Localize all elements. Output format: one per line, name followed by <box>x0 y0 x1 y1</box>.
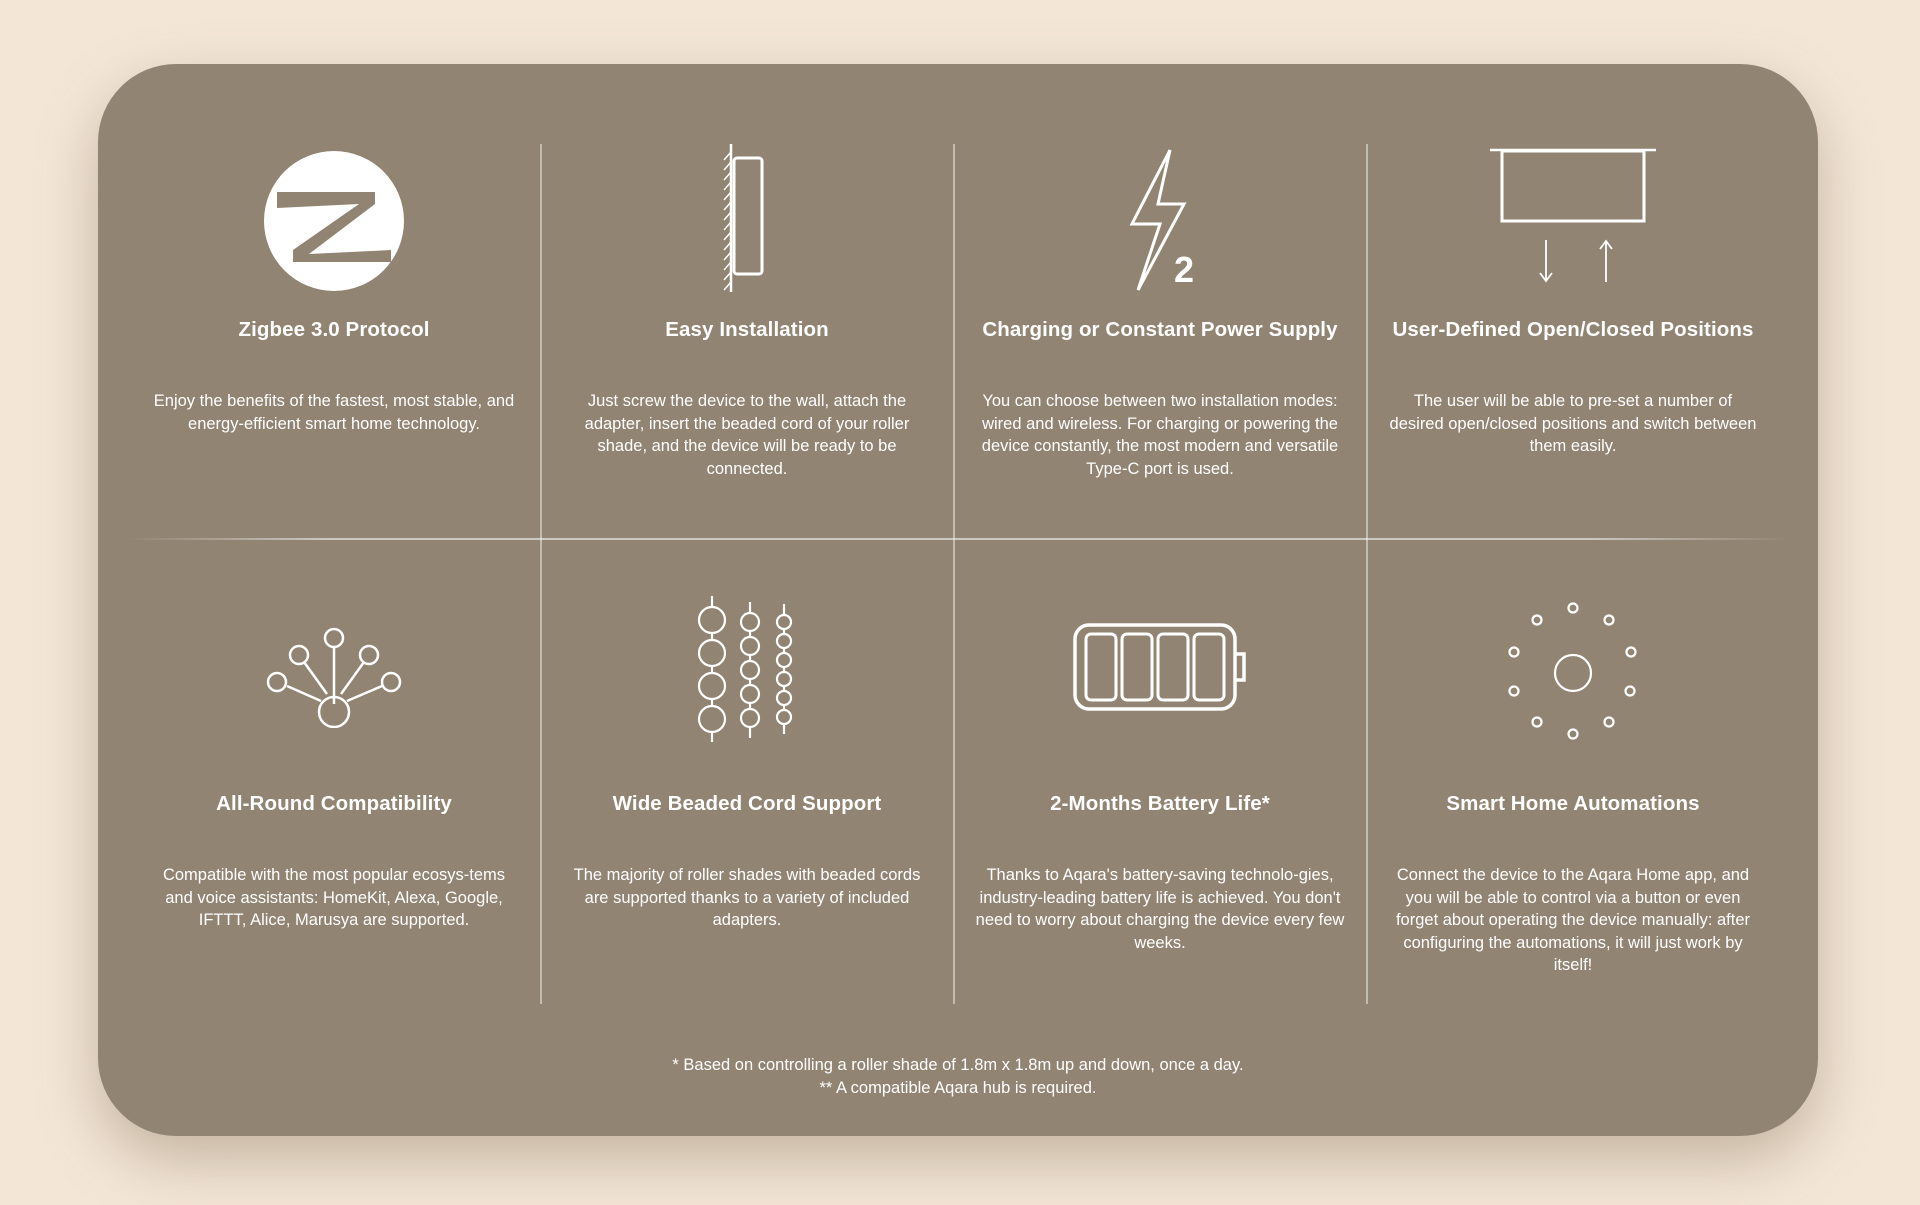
lightning-icon <box>954 146 1366 326</box>
wall-mount-icon <box>541 138 953 318</box>
automation-dots-icon <box>1367 598 1779 778</box>
feature-title: Smart Home Automations <box>1446 792 1700 815</box>
feature-title: All-Round Compatibility <box>216 792 452 815</box>
battery-icon <box>954 618 1366 798</box>
footnote-hub: ** A compatible Aqara hub is required. <box>819 1078 1097 1097</box>
features-card <box>98 64 1818 1136</box>
zigbee-logo-icon <box>128 146 540 326</box>
footnote-battery: * Based on controlling a roller shade of 1.8m x 1.8m up and down, once a day. <box>672 1056 1244 1074</box>
feature-title: Zigbee 3.0 Protocol <box>238 318 430 341</box>
feature-description: Thanks to Aqara's battery-saving technolo-gies, industry-leading battery life is achieved. You don't need to worry about charging the device every few weeks. <box>975 866 1345 952</box>
lightning-icon-label: 2 <box>1174 249 1195 290</box>
feature-description: Enjoy the benefits of the fastest, most stable, and energy-efficient smart home technology. <box>153 392 515 433</box>
feature-description: Just screw the device to the wall, attach the adapter, insert the beaded cord of your roller shade, and the device will be ready to be connected. <box>584 392 910 478</box>
feature-description: The majority of roller shades with beaded cords are supported thanks to a variety of included adapters. <box>573 866 921 929</box>
beaded-cords-icon <box>541 588 953 768</box>
row-divider <box>128 538 1788 540</box>
feature-description: The user will be able to pre-set a number of desired open/closed positions and switch between them easily. <box>1389 392 1757 455</box>
feature-title: Wide Beaded Cord Support <box>612 792 882 815</box>
feature-title: 2-Months Battery Life* <box>1050 792 1270 815</box>
shade-position-icon <box>1367 146 1779 326</box>
feature-description: Connect the device to the Aqara Home app, and you will be able to control via a button or even forget about operating the device manually: after configuring the automations, it will just work by itself! <box>1395 866 1751 974</box>
feature-title: Charging or Constant Power Supply <box>982 318 1338 341</box>
feature-description: Compatible with the most popular ecosys-tems and voice assistants: HomeKit, Alexa, Google, IFTTT, Alice, Marusya are supported. <box>162 866 506 929</box>
feature-description: You can choose between two installation modes: wired and wireless. For charging or powering the device constantly, the most modern and versatile Type-C port is used. <box>981 392 1339 478</box>
network-hub-icon <box>128 608 540 788</box>
footnotes <box>98 1054 1818 1099</box>
feature-title: Easy Installation <box>665 318 829 341</box>
feature-title: User-Defined Open/Closed Positions <box>1392 318 1754 341</box>
